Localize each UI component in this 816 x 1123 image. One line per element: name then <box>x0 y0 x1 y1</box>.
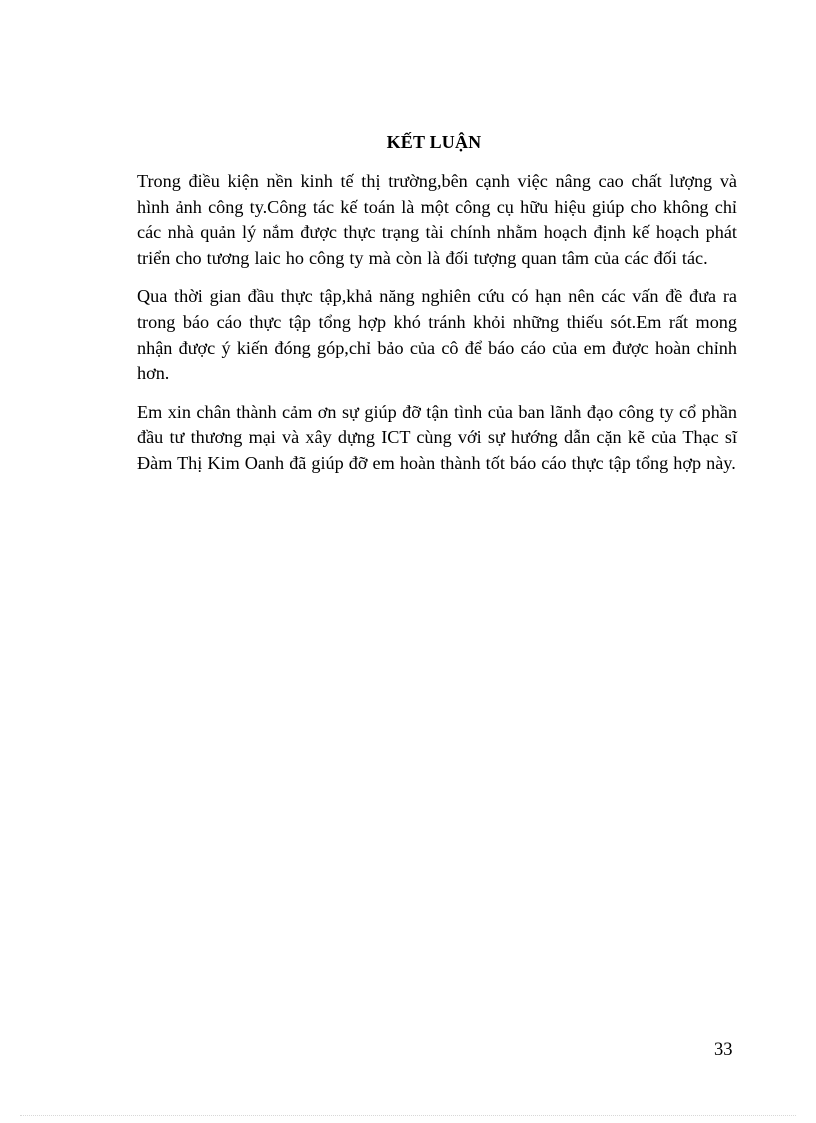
page-number: 33 <box>714 1040 733 1060</box>
page-bottom-divider <box>20 1115 796 1116</box>
page-title: KẾT LUẬN <box>386 132 482 152</box>
paragraph-1: Trong điều kiện nền kinh tế thị trường,bên cạnh việc nâng cao chất lượng và hình ảnh công ty.Công tác kế toán là một công cụ hữu hiệu giúp cho không chỉ các nhà quản lý nắm được thực trạng tài chính nhằm hoạch định kế hoạch phát triển cho tương laic ho công ty mà còn là đối tượng quan tâm của các đối tác. <box>137 171 737 268</box>
paragraph-2: Qua thời gian đầu thực tập,khả năng nghiên cứu có hạn nên các vấn đề đưa ra trong báo cáo thực tập tổng hợp khó tránh khỏi những thiếu sót.Em rất mong nhận được ý kiến đóng góp,chỉ bảo của cô để báo cáo của em được hoàn chỉnh hơn. <box>137 286 737 384</box>
body-text <box>137 169 737 490</box>
paragraph-3: Em xin chân thành cảm ơn sự giúp đỡ tận tình của ban lãnh đạo công ty cổ phần đầu tư thương mại và xây dựng ICT cùng với sự hướng dẫn cặn kẽ của Thạc sĩ Đàm Thị Kim Oanh đã giúp đỡ em hoàn thành tốt báo cáo thực tập tổng hợp này. <box>137 401 737 473</box>
